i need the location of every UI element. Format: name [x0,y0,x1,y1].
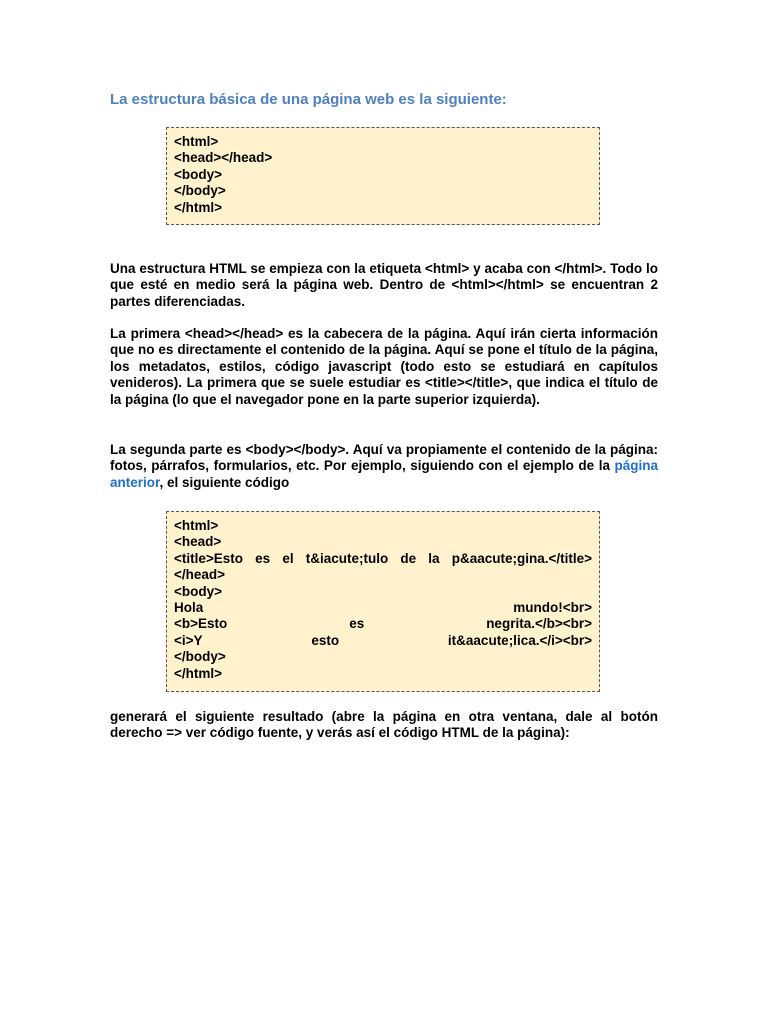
code-word: it&aacute;lica.</i><br> [447,632,592,648]
code-line: <body> [174,166,223,182]
code-word: el [282,550,294,566]
paragraph-body [110,442,658,491]
code-word: <i>Y [174,632,203,648]
code-word: mundo!<br> [513,600,592,616]
code-line-bold [174,616,592,632]
code-line: </head> [174,567,226,583]
code-word: t&iacute;tulo [305,550,389,566]
paragraph-intro: Una estructura HTML se empieza con la etiqueta <html> y acaba con </html>. Todo lo que esté en medio será la página web. Dentro de <html></html> se encuentran 2 partes diferenciadas. [110,261,658,309]
code-line: </html> [174,199,223,215]
code-word: p&aacute;gina.</title> [451,550,592,566]
paragraph-head: La primera <head></head> es la cabecera de la página. Aquí irán cierta información que no es directamente el contenido de la página. Aquí se pone el título de la página, los metadatos, estilos, código javascript (todo esto se estudiará en capítulos venideros). La primera que se suele estudiar es <title></title>, que indica el título de la página (lo que el navegador pone en la parte superior izquierda). [110,326,658,407]
code-word: <title>Esto [174,550,244,566]
paragraph-text: La segunda parte es <body></body>. Aquí va propiamente el contenido de la página: fotos, párrafos, formularios, etc. Por ejemplo, siguiendo con el ejemplo de la [110,442,658,474]
code-line: <html> [174,518,219,533]
code-word: la [428,550,440,566]
paragraph-result: generará el siguiente resultado (abre la página en otra ventana, dale al botón derecho => ver código fuente, y verás así el código HTML de la página): [110,709,658,741]
code-block-basic-structure [166,127,600,225]
section-heading: La estructura básica de una página web es la siguiente: [110,91,507,108]
code-word: es [255,550,271,566]
code-line: </body> [174,649,226,665]
link-pagina-anterior[interactable]: página anterior [110,458,658,490]
code-word: de [400,550,417,566]
code-line-title [174,551,592,567]
code-word: Hola [174,600,204,616]
code-line: </html> [174,665,223,681]
code-word: es [349,616,365,632]
code-word: negrita.</b><br> [486,616,592,632]
code-line: </body> [174,183,226,199]
code-line: <body> [174,583,223,599]
code-line: <html> [174,134,219,149]
code-line: <head> [174,534,222,550]
code-word: <b>Esto [174,616,228,632]
code-block-example [166,511,600,692]
code-word: esto [311,632,340,648]
paragraph-text: , el siguiente código [159,474,290,490]
code-line-italic [174,633,592,649]
code-line: <head></head> [174,150,273,166]
code-line-hola [174,600,592,616]
